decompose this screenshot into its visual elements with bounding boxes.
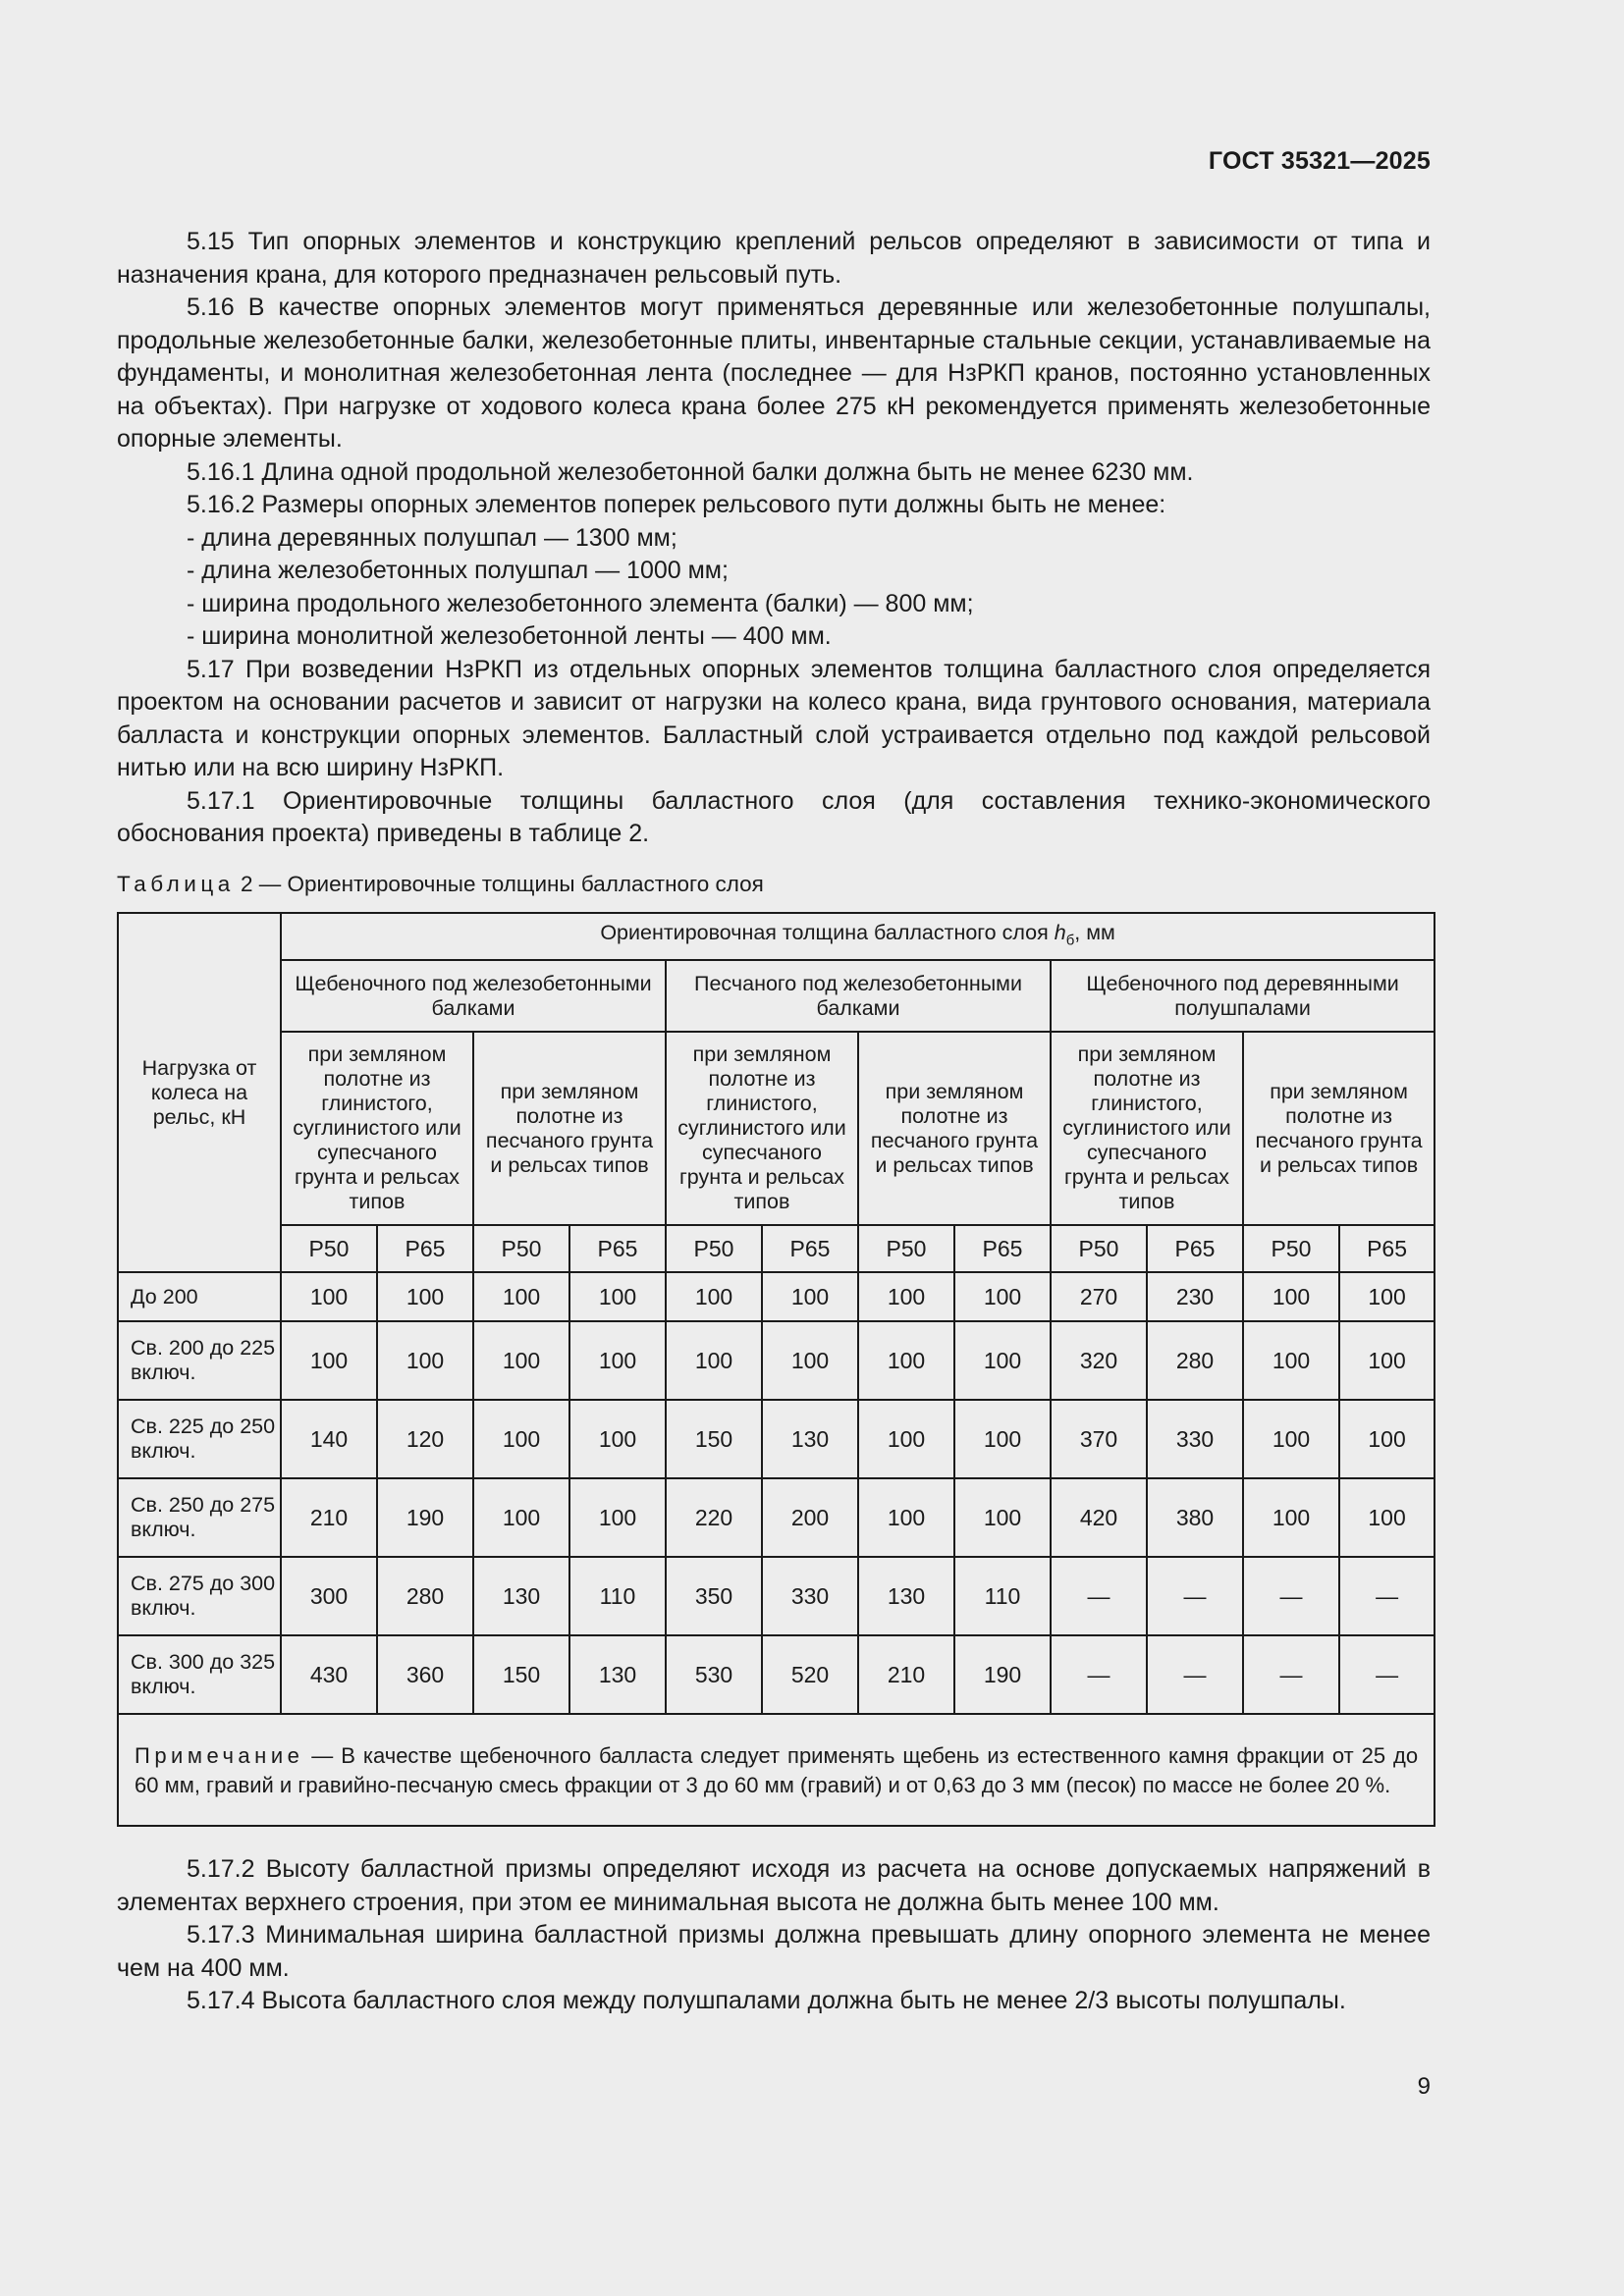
value-cell: 100 [377, 1272, 473, 1321]
table-row [118, 1272, 1435, 1321]
ballast-thickness-table [117, 912, 1435, 1827]
rail-type-cell: Р65 [1147, 1225, 1243, 1272]
paragraph-5-17-1: 5.17.1 Ориентировочные толщины балластного слоя (для составления технико-экономического обоснования проекта) приведены в таблице 2. [117, 786, 1431, 847]
value-cell: 100 [858, 1272, 954, 1321]
note-text: — В качестве щебеночного балласта следует применять щебень из естественного камня фракции от 25 до 60 мм, гравий и гравийно-песчаную смесь фракции от 3 до 60 мм (гравий) и от 0,63 до 3 мм (песок) по массе не более 20 %. [135, 1743, 1419, 1797]
paragraph-5-16-2: 5.16.2 Размеры опорных элементов поперек рельсового пути должны быть не менее: [187, 491, 1166, 518]
value-cell: 100 [1243, 1321, 1339, 1400]
value-cell: 330 [762, 1557, 858, 1635]
body-text-bottom [117, 1853, 1431, 2018]
value-cell: 110 [569, 1557, 666, 1635]
value-cell: 220 [666, 1478, 762, 1557]
rail-type-cell: Р65 [1339, 1225, 1435, 1272]
rail-type-cell: Р50 [473, 1225, 569, 1272]
value-cell: 370 [1051, 1400, 1147, 1478]
list-item: - длина деревянных полушпал — 1300 мм; [187, 523, 677, 552]
table-row [118, 1478, 1435, 1557]
value-cell: — [1147, 1557, 1243, 1635]
rail-type-cell: Р50 [1243, 1225, 1339, 1272]
paragraph-5-17-2: 5.17.2 Высоту балластной призмы определяют исходя из расчета на основе допускаемых напряжений в элементах верхнего строения, при этом ее минимальная высота не должна быть менее 100 мм. [117, 1855, 1431, 1916]
value-cell: 360 [377, 1635, 473, 1714]
value-cell: 100 [281, 1272, 377, 1321]
value-cell: 130 [473, 1557, 569, 1635]
table-row [118, 1400, 1435, 1478]
value-cell: 100 [1243, 1478, 1339, 1557]
value-cell: 430 [281, 1635, 377, 1714]
value-cell: 300 [281, 1557, 377, 1635]
value-cell: 100 [569, 1321, 666, 1400]
value-cell: 100 [666, 1321, 762, 1400]
table-caption [117, 872, 764, 897]
group-header-cell: Щебеночного под деревянными полушпалами [1051, 960, 1435, 1032]
value-cell: 120 [377, 1400, 473, 1478]
value-cell: 100 [473, 1272, 569, 1321]
load-cell: До 200 [118, 1272, 281, 1321]
value-cell: 100 [954, 1400, 1051, 1478]
top-header-cell: Ориентировочная толщина балластного слоя $h_б$, мм [281, 913, 1435, 960]
value-cell: 190 [954, 1635, 1051, 1714]
value-cell: 210 [858, 1635, 954, 1714]
value-cell: 380 [1147, 1478, 1243, 1557]
rail-type-cell: Р65 [954, 1225, 1051, 1272]
value-cell: 100 [1339, 1321, 1435, 1400]
body-text-top [117, 226, 1431, 851]
load-cell: Св. 250 до 275 включ. [118, 1478, 281, 1557]
value-cell: 100 [569, 1478, 666, 1557]
value-cell: 100 [1243, 1400, 1339, 1478]
row-header-cell: Нагрузка от колеса на рельс, кН [118, 913, 281, 1272]
table-note [118, 1714, 1435, 1826]
value-cell: 150 [666, 1400, 762, 1478]
value-cell: — [1147, 1635, 1243, 1714]
subgroup-header-cell: при земляном полотне из песчаного грунта и рельсах типов [1243, 1032, 1435, 1225]
value-cell: 100 [569, 1400, 666, 1478]
group-header-cell: Песчаного под железобетонными балками [666, 960, 1051, 1032]
list-item: - длина железобетонных полушпал — 1000 мм; [187, 557, 729, 584]
table-row [118, 1557, 1435, 1635]
value-cell: 520 [762, 1635, 858, 1714]
note-label: Примечание [135, 1743, 304, 1768]
subgroup-header-cell: при земляном полотне из глинистого, суглинистого или супесчаного грунта и рельсах типов [1051, 1032, 1243, 1225]
value-cell: 100 [377, 1321, 473, 1400]
load-cell: Св. 300 до 325 включ. [118, 1635, 281, 1714]
table-caption-text: 2 — Ориентировочные толщины балластного слоя [234, 872, 764, 896]
load-cell: Св. 200 до 225 включ. [118, 1321, 281, 1400]
rail-type-cell: Р65 [762, 1225, 858, 1272]
value-cell: — [1051, 1635, 1147, 1714]
value-cell: — [1243, 1635, 1339, 1714]
rail-type-cell: Р65 [377, 1225, 473, 1272]
rail-type-cell: Р50 [666, 1225, 762, 1272]
value-cell: — [1051, 1557, 1147, 1635]
document-code: ГОСТ 35321—2025 [1208, 147, 1431, 175]
value-cell: 110 [954, 1557, 1051, 1635]
table-row [118, 1635, 1435, 1714]
value-cell: 100 [762, 1321, 858, 1400]
value-cell: 350 [666, 1557, 762, 1635]
table-caption-label: Таблица [117, 872, 235, 896]
value-cell: 210 [281, 1478, 377, 1557]
value-cell: — [1243, 1557, 1339, 1635]
group-header-cell: Щебеночного под железобетонными балками [281, 960, 666, 1032]
rail-type-cell: Р65 [569, 1225, 666, 1272]
value-cell: 100 [954, 1272, 1051, 1321]
subgroup-header-cell: при земляном полотне из глинистого, суглинистого или супесчаного грунта и рельсах типов [666, 1032, 858, 1225]
value-cell: 530 [666, 1635, 762, 1714]
value-cell: 100 [473, 1321, 569, 1400]
value-cell: 100 [281, 1321, 377, 1400]
value-cell: 130 [569, 1635, 666, 1714]
paragraph-5-17-3: 5.17.3 Минимальная ширина балластной призмы должна превышать длину опорного элемента не менее чем на 400 мм. [117, 1921, 1431, 1982]
paragraph-5-15: 5.15 Тип опорных элементов и конструкцию креплений рельсов определяют в зависимости от типа и назначения крана, для которого предназначен рельсовый путь. [117, 228, 1431, 289]
value-cell: — [1339, 1557, 1435, 1635]
value-cell: 100 [858, 1478, 954, 1557]
value-cell: 100 [858, 1400, 954, 1478]
value-cell: 100 [666, 1272, 762, 1321]
paragraph-5-16-1: 5.16.1 Длина одной продольной железобетонной балки должна быть не менее 6230 мм. [187, 457, 1194, 486]
value-cell: 230 [1147, 1272, 1243, 1321]
value-cell: 100 [954, 1478, 1051, 1557]
value-cell: 190 [377, 1478, 473, 1557]
paragraph-5-17: 5.17 При возведении НзРКП из отдельных опорных элементов толщина балластного слоя определяется проектом на основании расчетов и зависит от нагрузки на колесо крана, вида грунтового основания, материала балласта и конструкции опорных элементов. Балластный слой устраивается отдельно под каждой рельсовой нитью или на всю ширину НзРКП. [117, 655, 1431, 781]
load-cell: Св. 225 до 250 включ. [118, 1400, 281, 1478]
value-cell: 100 [1339, 1272, 1435, 1321]
page-number: 9 [1417, 2073, 1431, 2100]
value-cell: 280 [1147, 1321, 1243, 1400]
value-cell: — [1339, 1635, 1435, 1714]
subgroup-header-cell: при земляном полотне из песчаного грунта и рельсах типов [473, 1032, 666, 1225]
value-cell: 100 [858, 1321, 954, 1400]
rail-type-cell: Р50 [858, 1225, 954, 1272]
table-row [118, 1321, 1435, 1400]
value-cell: 100 [473, 1478, 569, 1557]
list-item: - ширина продольного железобетонного элемента (балки) — 800 мм; [187, 589, 974, 617]
paragraph-5-17-4: 5.17.4 Высота балластного слоя между полушпалами должна быть не менее 2/3 высоты полушпалы. [187, 1987, 1346, 2014]
value-cell: 130 [762, 1400, 858, 1478]
rail-type-cell: Р50 [1051, 1225, 1147, 1272]
rail-type-cell: Р50 [281, 1225, 377, 1272]
value-cell: 330 [1147, 1400, 1243, 1478]
value-cell: 100 [569, 1272, 666, 1321]
value-cell: 100 [473, 1400, 569, 1478]
value-cell: 100 [762, 1272, 858, 1321]
value-cell: 100 [954, 1321, 1051, 1400]
subgroup-header-cell: при земляном полотне из глинистого, суглинистого или супесчаного грунта и рельсах типов [281, 1032, 473, 1225]
value-cell: 100 [1339, 1478, 1435, 1557]
value-cell: 140 [281, 1400, 377, 1478]
load-cell: Св. 275 до 300 включ. [118, 1557, 281, 1635]
value-cell: 280 [377, 1557, 473, 1635]
value-cell: 270 [1051, 1272, 1147, 1321]
list-item: - ширина монолитной железобетонной ленты — 400 мм. [187, 622, 832, 650]
table-note-row [118, 1714, 1435, 1826]
paragraph-5-16: 5.16 В качестве опорных элементов могут применяться деревянные или железобетонные полушпалы, продольные железобетонные балки, железобетонные плиты, инвентарные стальные секции, устанавливаемые на фундаменты, и монолитная железобетонная лента (последнее — для НзРКП кранов, постоянно установленных на объектах). При нагрузке от ходового колеса крана более 275 кН рекомендуется применять железобетонные опорные элементы. [117, 294, 1431, 453]
value-cell: 200 [762, 1478, 858, 1557]
value-cell: 320 [1051, 1321, 1147, 1400]
value-cell: 420 [1051, 1478, 1147, 1557]
subgroup-header-cell: при земляном полотне из песчаного грунта и рельсах типов [858, 1032, 1051, 1225]
value-cell: 130 [858, 1557, 954, 1635]
value-cell: 100 [1243, 1272, 1339, 1321]
value-cell: 100 [1339, 1400, 1435, 1478]
value-cell: 150 [473, 1635, 569, 1714]
